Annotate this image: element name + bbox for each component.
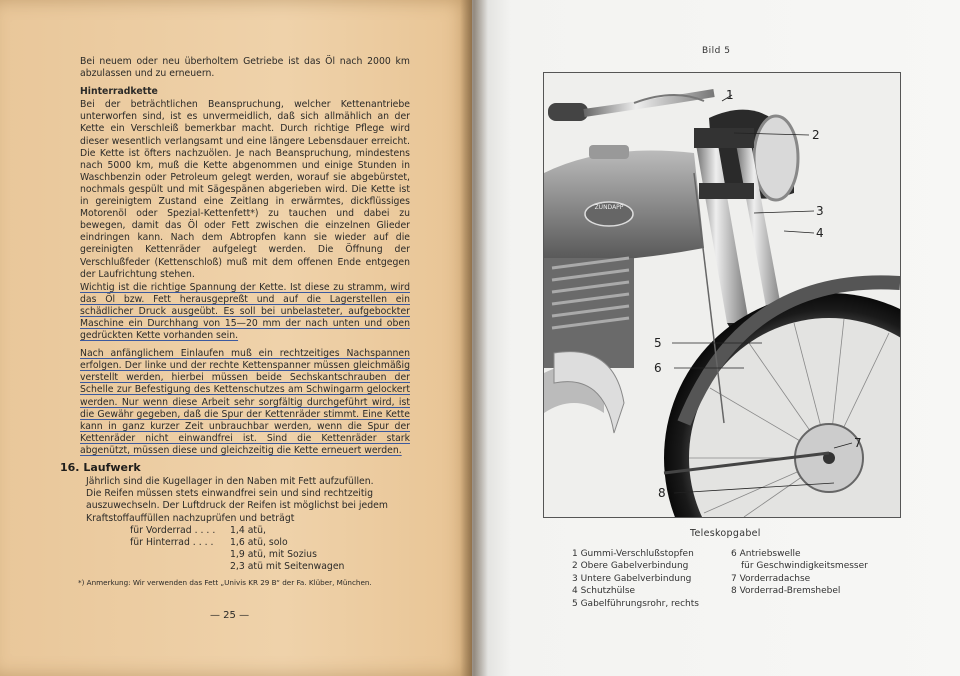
legend-item: 1 Gummi-Verschlußstopfen: [572, 549, 694, 559]
tire-row: [86, 561, 408, 573]
tire-value: 2,3 atü mit Seitenwagen: [230, 561, 345, 573]
telescopic-fork-photo: [543, 72, 901, 518]
tire-label: für Hinterrad . . . .: [130, 537, 214, 549]
legend-item: für Geschwindigkeitsmesser: [741, 561, 868, 572]
callout-number: 7: [854, 436, 862, 450]
figure-label: Bild 5: [702, 46, 731, 56]
legend-item: 4 Schutzhülse: [572, 586, 636, 597]
chain-text-block: [80, 56, 410, 458]
motorcycle-illustration: [544, 73, 900, 517]
book-gutter: [460, 0, 488, 676]
tire-label: für Vorderrad . . . .: [130, 524, 216, 536]
legend-column-1: [572, 548, 699, 610]
chain-heading: Hinterradkette: [80, 86, 158, 98]
adjust-paragraph: Nach anfänglichem Einlaufen muß ein rechtzeitiges Nachspannen erfolgen. Der linke und der rechte Kettenspanner müssen gleichmäßig verstellt werden, hierbei müssen beide Sechskantschrauben der Schelle zur Befestigung des Kettenschutzes am Schwingarm gelockert werden. Nur wenn diese Arbeit sehr sorgfältig durchgeführt wird, ist die Gewähr gegeben, daß die Spur der Kettenräder stimmt. Eine Kette kann in ganz kurzer Zeit unbrauchbar werden, wenn die Spur der Kettenräder nicht einwandfrei ist. Sind die Kettenräder stark abgenützt, müssen diese und gleichzeitig die Kette erneuert werden.: [80, 348, 410, 456]
tire-value: 1,4 atü,: [230, 524, 266, 536]
left-page: [0, 0, 472, 676]
intro-paragraph: Bei neuem oder neu überholtem Getriebe ist das Öl nach 2000 km abzulassen und zu erneuern.: [80, 56, 410, 80]
legend-item: 7 Vorderradachse: [731, 573, 811, 584]
callout-number: 3: [816, 204, 824, 218]
section-body: [86, 476, 408, 574]
callout-number: 1: [726, 88, 734, 102]
figure-caption: Teleskopgabel: [690, 528, 761, 539]
tire-row: [86, 537, 408, 549]
tire-row: [86, 549, 408, 561]
callout-number: 4: [816, 226, 824, 240]
tank-logo: ZÜNDAPP: [594, 204, 624, 211]
tension-paragraph: Wichtig ist die richtige Spannung der Kette. Ist diese zu stramm, wird das Öl bzw. Fett herausgepreßt und auf die Lagerstellen ein schädlicher Druck ausgeübt. Es soll bei unbelasteter, aufgebockter Maschine ein Durchhang von 15—20 mm der nach unten und oben gedrückten Kette vorhanden sein.: [80, 281, 410, 342]
tire-value: 1,6 atü, solo: [230, 537, 288, 549]
legend-item: 3 Untere Gabelverbindung: [572, 573, 692, 584]
legend-column-2: [731, 548, 868, 598]
tire-row: [86, 525, 408, 537]
page-number: — 25 —: [210, 610, 250, 621]
legend-item: 5 Gabelführungsrohr, rechts: [572, 598, 699, 609]
section-title: 16. Laufwerk: [60, 461, 141, 474]
tire-value: 1,9 atü, mit Sozius: [230, 549, 317, 561]
chain-paragraph: Bei der beträchtlichen Beanspruchung, welcher Kettenantriebe unterworfen sind, ist es unvermeidlich, daß sich allmählich an der Kette ein Verschleiß bemerkbar macht. Durch richtige Pflege wird dieser wesentlich verlangsamt und eine längere Lebensdauer erreicht. Die Kette ist öfters nachzuölen. Je nach Beanspruchung, mindestens nach 5000 km, muß die Kette abgenommen und einige Stunden in Waschbenzin oder Petroleum gelegt werden, worauf sie abgebürstet, nochmals gespült und mit Sägespänen abgerieben wird. Die Kette ist in gereinigtem Zustand eine Zeitlang in erwärmtes, dickflüssiges Motorenöl oder Spezial-Kettenfett*) zu tauchen und dabei zu bewegen, damit das Öl oder Fett zwischen die einzelnen Glieder eindringen kann. Nach dem Abtropfen kann sie wieder auf die gereinigten Kettenräder aufgelegt werden. Die Öffnung der Verschlußfeder (Kettenschloß) muß mit dem offenen Ende entgegen der Laufrichtung stehen.: [80, 99, 410, 280]
section-tires: Die Reifen müssen stets einwandfrei sein und sind rechtzeitig auszuwechseln. Der Luftdruck der Reifen ist möglichst bei jedem Kraftstoffauffüllen nachzuprüfen und beträgt: [86, 488, 388, 524]
callout-number: 6: [654, 361, 662, 375]
section-intro: Jährlich sind die Kugellager in den Naben mit Fett aufzufüllen.: [86, 476, 374, 487]
callout-number: 5: [654, 336, 662, 350]
legend-item: 2 Obere Gabelverbindung: [572, 561, 689, 572]
callout-number: 8: [658, 486, 666, 500]
legend-item: 8 Vorderrad-Bremshebel: [731, 586, 841, 597]
legend-item: 6 Antriebswelle: [731, 549, 801, 559]
callout-number: 2: [812, 128, 820, 142]
footnote: *) Anmerkung: Wir verwenden das Fett „Univis KR 29 B“ der Fa. Klüber, München.: [78, 578, 372, 587]
